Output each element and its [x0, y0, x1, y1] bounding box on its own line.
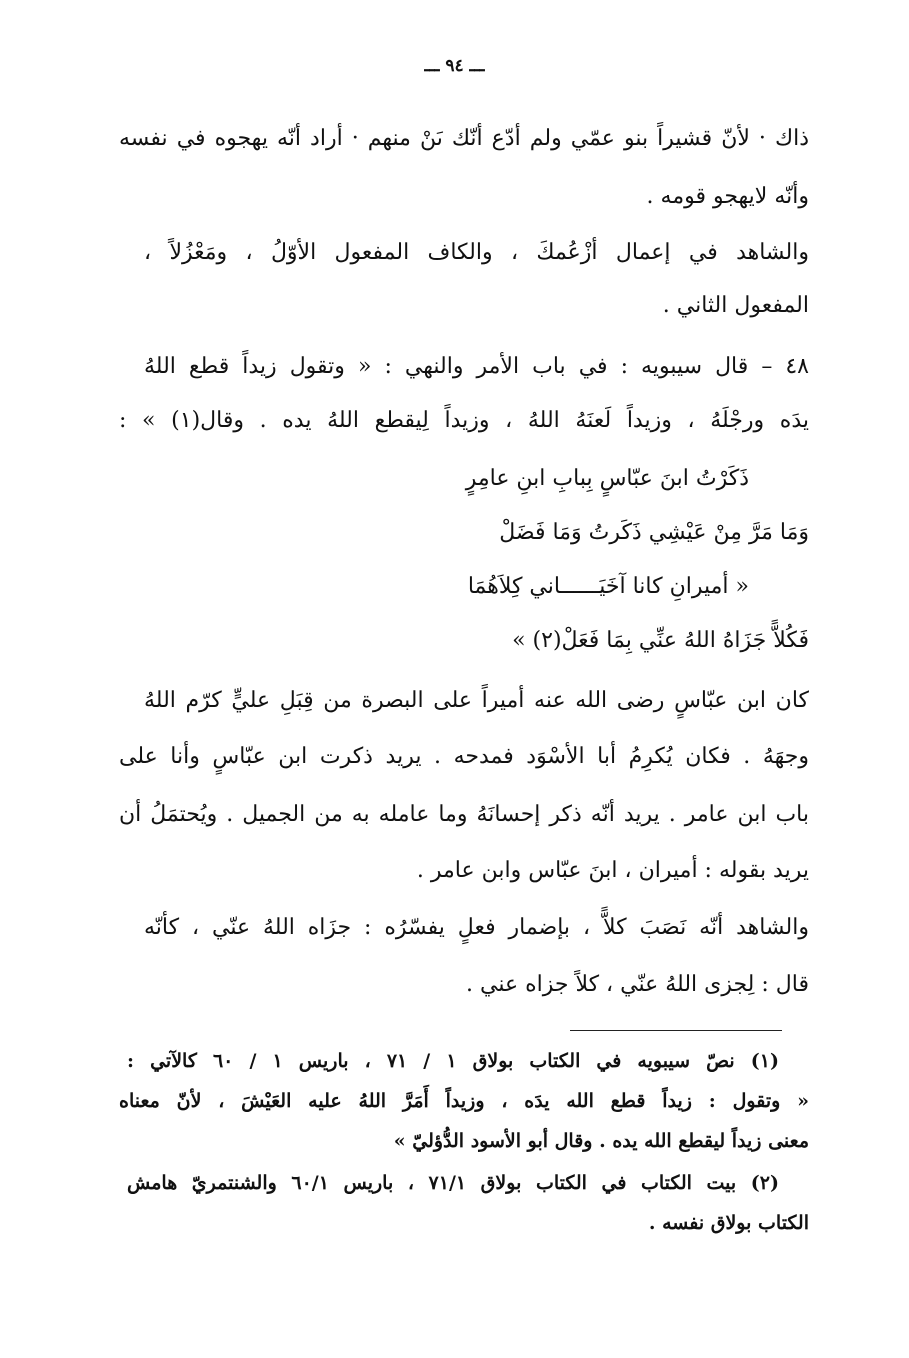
footnote-line: (١) نصّ سيبويه في الكتاب بولاق ١ / ٧١ ، باريس ١ / ٦٠ كالآتي :: [127, 1050, 779, 1072]
text-line: وجهَهُ . فكان يُكرِمُ أبا الأسْوَد فمدحه . يريد ذكرت ابن عبّاسٍ وأنا على: [119, 744, 809, 769]
footnote-line: الكتاب بولاق نفسه .: [648, 1212, 809, 1234]
page-number: ـــ ٩٤ ـــ: [424, 56, 485, 76]
verse-line: « أميرانِ كانا آخَيَــــــاني كِلاَهُمَا: [467, 574, 749, 599]
text-line: يريد بقوله : أميران ، ابنَ عبّاس وابن عامر .: [416, 858, 809, 883]
verse-line: ذَكَرْتُ ابنَ عبّاسٍ بِبابِ ابنِ عامِرٍ: [465, 466, 749, 491]
verse-line: وَمَا مَرَّ مِنْ عَيْشِي ذَكَرتُ وَمَا فَضَلْ: [499, 520, 809, 545]
footnote-line: « وتقول : زيداً قطع الله يدَه ، وزيداً أَمَرَّ اللهُ عليه العَيْشَ ، لأنّ معناه: [119, 1090, 809, 1112]
text-line: والشاهد في إعمال أزْعُمكَ ، والكاف المفعول الأوّلُ ، ومَعْزُلاً ،: [144, 240, 809, 265]
text-line: باب ابن عامر . يريد أنّه ذكر إحسانَهُ وما عامله به من الجميل . ويُحتمَلُ أن: [119, 802, 809, 827]
text-line: ذاك · لأنّ قشيراً بنو عمّي ولم أدّع أنّك ىَنْ منهم · أراد أنّه يهجوه في نفسه: [119, 126, 809, 151]
footnote-line: (٢) بيت الكتاب في الكتاب بولاق ٧١/١ ، باريس ٦٠/١ والشنتمريّ هامش: [127, 1172, 779, 1194]
text-line: يدَه ورجْلَهُ ، وزيداً لَعنَهُ اللهُ ، وزيداً لِيقطع اللهُ يده . وقال(١) » :: [119, 408, 809, 433]
text-line: كان ابن عبّاسٍ رضى الله عنه أميراً على البصرة من قِبَلِ عليٍّ كرّم اللهُ: [144, 688, 809, 713]
footnote-divider: [570, 1030, 782, 1031]
text-line: ٤٨ – قال سيبويه : في باب الأمر والنهي : « وتقول زيداً قطع اللهُ: [144, 354, 809, 379]
text-line: والشاهد أنّه نَصَبَ كلاًّ ، بإضمار فعلٍ يفسّرُه : جزَاه اللهُ عنّي ، كأنّه: [144, 915, 809, 940]
footnote-line: معنى زيداً ليقطع الله يده . وقال أبو الأسود الدُّؤليّ »: [393, 1130, 809, 1152]
text-line: قال : لِجزى اللهُ عنّي ، كلاً جزاه عني .: [466, 972, 809, 997]
text-line: المفعول الثاني .: [662, 293, 809, 318]
text-line: وأنّه لايهجو قومه .: [646, 184, 809, 209]
verse-line: فَكُلاًّ جَزَاهُ اللهُ عنِّي بِمَا فَعَلْ(٢) »: [512, 628, 809, 653]
